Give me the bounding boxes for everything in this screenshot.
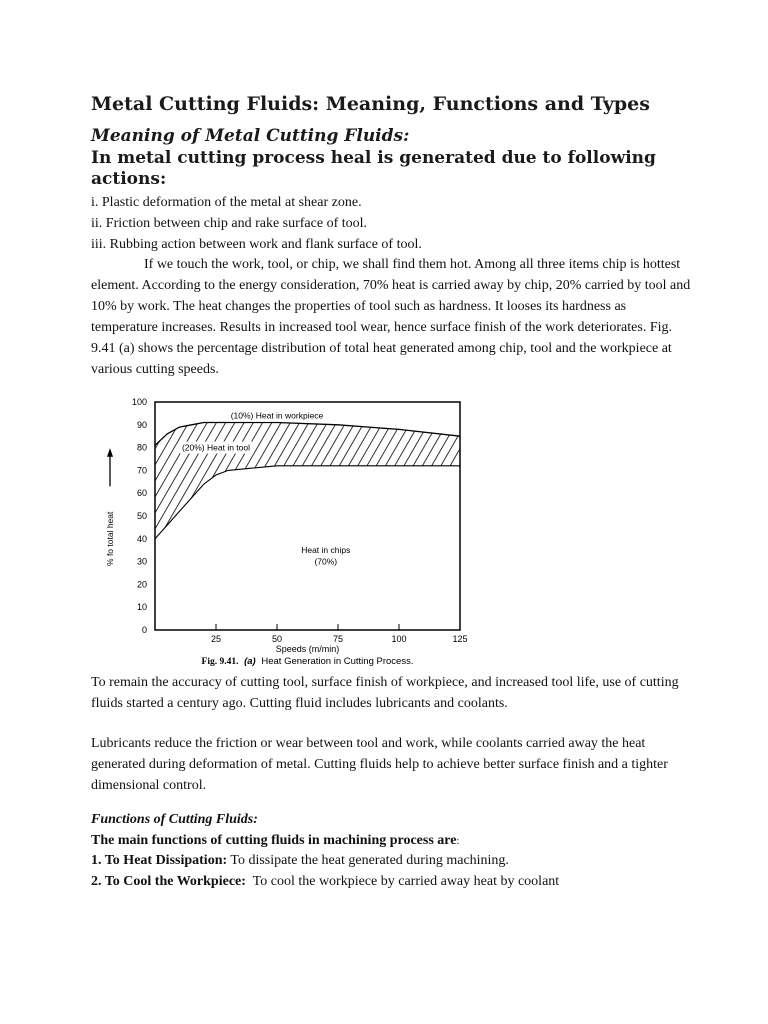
list-item: ii. Friction between chip and rake surface of tool. (91, 216, 368, 231)
function-label: 1. To Heat Dissipation: (91, 853, 228, 868)
functions-heading: Functions of Cutting Fluids: (91, 812, 258, 827)
caption-title: Heat Generation in Cutting Process. (261, 656, 414, 667)
y-tick-label: 80 (136, 442, 147, 453)
x-tick-label: 125 (452, 634, 468, 644)
x-tick-label: 50 (271, 634, 283, 644)
y-axis-label: % fo total heat (105, 511, 115, 566)
tool-heat-hatched-region (155, 423, 460, 539)
heat-actions-list (91, 192, 422, 255)
function-item (91, 874, 559, 890)
y-tick-label: 100 (131, 397, 147, 407)
paragraph-heat-distribution (91, 254, 691, 380)
paragraph-text: If we touch the work, tool, or chip, we shall find them hot. Among all three items chip is hottest element. According to the energy consideration, 70% heat is carried away by chip, 20% carried by tool and 10% by work. The heat changes the properties of tool such as hardness. It looses its hardness as temperature increases. Results in increased tool wear, hence surface finish of the work deteriorates. Fig. 9.41 (a) shows the percentage distribution of total heat generated among chip, tool and the workpiece at various cutting speeds. (91, 257, 691, 377)
x-tick-label: 100 (391, 634, 407, 644)
paragraph-lubricants-coolants: Lubricants reduce the friction or wear between tool and work, while coolants carried away the heat generated during deformation of metal. Cutting fluids help to achieve better surface finish and a tighter dimensional control. (91, 736, 668, 793)
y-axis-label-group (105, 448, 115, 566)
y-tick-label: 70 (136, 465, 147, 476)
x-axis-label: Speeds (m/min) (275, 644, 340, 654)
heat-distribution-chart (95, 392, 475, 667)
x-tick-label: 75 (332, 634, 344, 644)
x-axis-ticks (211, 624, 468, 644)
function-label: 2. To Cool the Workpiece: (91, 874, 246, 889)
caption-part: (a) (244, 656, 256, 667)
y-tick-label: 60 (136, 488, 147, 499)
x-tick-label: 25 (210, 634, 222, 644)
section-subtitle: Meaning of Metal Cutting Fluids: (91, 126, 410, 146)
functions-lead (91, 833, 459, 849)
section-heading: In metal cutting process heal is generated due to following actions: (91, 148, 656, 189)
list-item: iii. Rubbing action between work and flank surface of tool. (91, 237, 422, 252)
caption-prefix: Fig. 9.41. (201, 657, 239, 667)
page-title: Metal Cutting Fluids: Meaning, Functions and Types (91, 93, 650, 115)
y-tick-label: 50 (136, 511, 147, 521)
y-tick-label: 90 (136, 419, 147, 430)
function-item (91, 853, 509, 869)
y-tick-label: 20 (136, 579, 147, 590)
figure-caption (202, 656, 414, 667)
chart-annotation: (20%) Heat in tool (181, 442, 251, 453)
function-text: To dissipate the heat generated during machining. (227, 853, 509, 868)
y-tick-label: 10 (136, 602, 147, 613)
y-tick-label: 30 (136, 556, 147, 567)
y-axis-ticks (132, 397, 147, 635)
paragraph-cutting-fluid-history: To remain the accuracy of cutting tool, surface finish of workpiece, and increased tool life, use of cutting fluids started a century ago. Cutting fluid includes lubricants and coolants. (91, 675, 679, 711)
functions-lead-text: The main functions of cutting fluids in machining process are (91, 833, 457, 848)
chart-annotation: (10%) Heat in workpiece (230, 410, 324, 421)
chart-annotation: (70%) (314, 556, 338, 567)
y-axis-arrow-head (107, 448, 113, 457)
list-item: i. Plastic deformation of the metal at shear zone. (91, 195, 362, 210)
function-text: To cool the workpiece by carried away heat by coolant (245, 874, 560, 889)
y-tick-label: 0 (141, 625, 147, 635)
chart-svg (95, 392, 475, 667)
y-tick-label: 40 (136, 533, 147, 544)
chart-annotation: Heat in chips (301, 545, 351, 556)
functions-lead-colon: : (456, 836, 460, 847)
